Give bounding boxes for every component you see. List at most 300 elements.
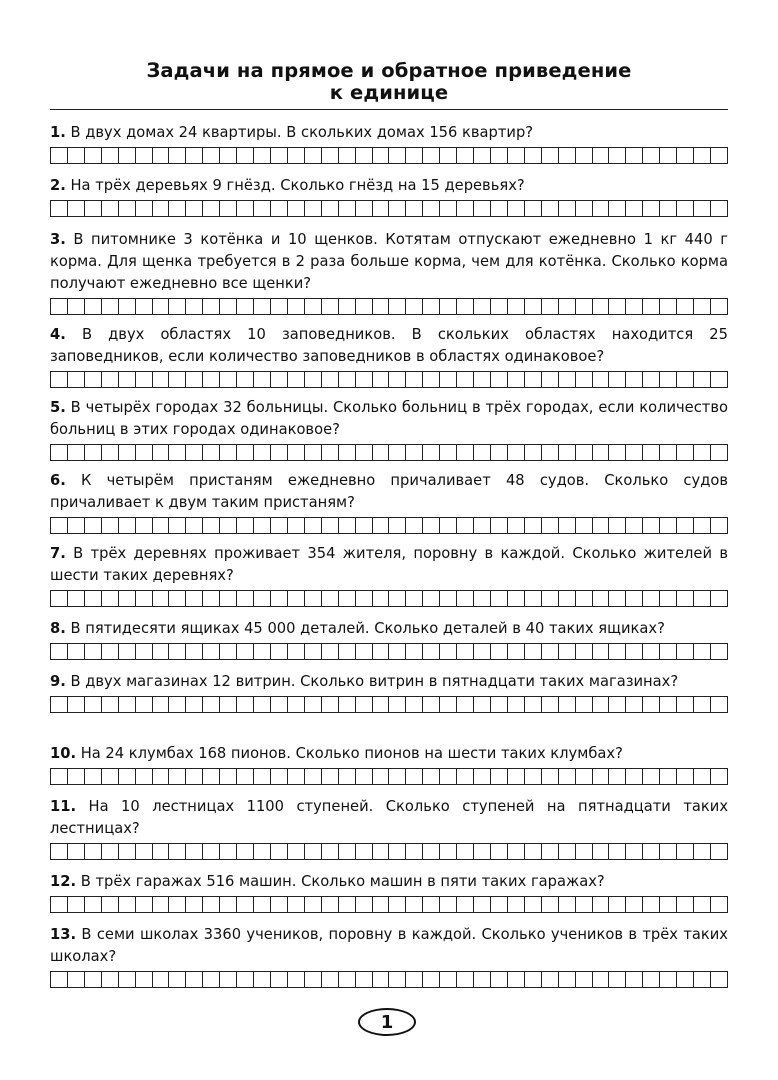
answer-cell[interactable]	[339, 148, 356, 163]
answer-cell[interactable]	[491, 844, 508, 859]
answer-cell[interactable]	[609, 897, 626, 912]
answer-cell[interactable]	[271, 644, 288, 659]
answer-cell[interactable]	[694, 644, 711, 659]
answer-cell[interactable]	[542, 972, 559, 987]
answer-cell[interactable]	[339, 644, 356, 659]
answer-cell[interactable]	[643, 148, 660, 163]
answer-cell[interactable]	[474, 972, 491, 987]
answer-cell[interactable]	[457, 518, 474, 533]
answer-cell[interactable]	[609, 201, 626, 216]
answer-cell[interactable]	[660, 148, 677, 163]
answer-cell[interactable]	[85, 299, 102, 314]
answer-cell[interactable]	[406, 299, 423, 314]
answer-cell[interactable]	[119, 372, 136, 387]
answer-cell[interactable]	[626, 518, 643, 533]
answer-cell[interactable]	[186, 972, 203, 987]
answer-cell[interactable]	[203, 897, 220, 912]
answer-cell[interactable]	[339, 897, 356, 912]
answer-cell[interactable]	[203, 591, 220, 606]
answer-cell[interactable]	[423, 972, 440, 987]
answer-cell[interactable]	[102, 299, 119, 314]
answer-cell[interactable]	[186, 897, 203, 912]
answer-grid[interactable]	[50, 971, 728, 988]
answer-cell[interactable]	[102, 148, 119, 163]
answer-cell[interactable]	[51, 769, 68, 784]
answer-cell[interactable]	[457, 769, 474, 784]
answer-cell[interactable]	[525, 844, 542, 859]
answer-cell[interactable]	[220, 201, 237, 216]
answer-cell[interactable]	[169, 299, 186, 314]
answer-cell[interactable]	[220, 844, 237, 859]
answer-cell[interactable]	[220, 299, 237, 314]
answer-cell[interactable]	[254, 591, 271, 606]
answer-cell[interactable]	[68, 201, 85, 216]
answer-cell[interactable]	[373, 897, 390, 912]
answer-cell[interactable]	[102, 518, 119, 533]
answer-cell[interactable]	[525, 372, 542, 387]
answer-cell[interactable]	[389, 644, 406, 659]
answer-cell[interactable]	[305, 445, 322, 460]
answer-cell[interactable]	[457, 897, 474, 912]
answer-cell[interactable]	[68, 445, 85, 460]
answer-cell[interactable]	[271, 372, 288, 387]
answer-cell[interactable]	[186, 518, 203, 533]
answer-cell[interactable]	[525, 769, 542, 784]
answer-cell[interactable]	[237, 445, 254, 460]
answer-cell[interactable]	[220, 445, 237, 460]
answer-cell[interactable]	[593, 591, 610, 606]
answer-cell[interactable]	[406, 972, 423, 987]
answer-cell[interactable]	[356, 148, 373, 163]
answer-cell[interactable]	[643, 644, 660, 659]
answer-cell[interactable]	[474, 897, 491, 912]
answer-cell[interactable]	[356, 844, 373, 859]
answer-cell[interactable]	[626, 644, 643, 659]
answer-cell[interactable]	[423, 372, 440, 387]
answer-cell[interactable]	[356, 769, 373, 784]
answer-cell[interactable]	[474, 591, 491, 606]
answer-cell[interactable]	[356, 591, 373, 606]
answer-cell[interactable]	[51, 591, 68, 606]
answer-cell[interactable]	[576, 445, 593, 460]
answer-cell[interactable]	[643, 591, 660, 606]
answer-cell[interactable]	[525, 644, 542, 659]
answer-cell[interactable]	[51, 148, 68, 163]
answer-cell[interactable]	[271, 972, 288, 987]
answer-cell[interactable]	[677, 844, 694, 859]
answer-cell[interactable]	[457, 591, 474, 606]
answer-cell[interactable]	[593, 445, 610, 460]
answer-grid[interactable]	[50, 517, 728, 534]
answer-cell[interactable]	[457, 201, 474, 216]
answer-cell[interactable]	[542, 769, 559, 784]
answer-cell[interactable]	[542, 148, 559, 163]
answer-cell[interactable]	[576, 372, 593, 387]
answer-cell[interactable]	[85, 972, 102, 987]
answer-cell[interactable]	[711, 697, 727, 712]
answer-cell[interactable]	[339, 445, 356, 460]
answer-cell[interactable]	[559, 148, 576, 163]
answer-cell[interactable]	[423, 518, 440, 533]
answer-cell[interactable]	[186, 844, 203, 859]
answer-cell[interactable]	[136, 644, 153, 659]
answer-cell[interactable]	[694, 299, 711, 314]
answer-cell[interactable]	[153, 769, 170, 784]
answer-cell[interactable]	[440, 769, 457, 784]
answer-cell[interactable]	[203, 972, 220, 987]
answer-cell[interactable]	[491, 445, 508, 460]
answer-cell[interactable]	[322, 299, 339, 314]
answer-cell[interactable]	[491, 972, 508, 987]
answer-cell[interactable]	[322, 897, 339, 912]
answer-cell[interactable]	[508, 897, 525, 912]
answer-cell[interactable]	[660, 372, 677, 387]
answer-cell[interactable]	[288, 591, 305, 606]
answer-cell[interactable]	[559, 591, 576, 606]
answer-cell[interactable]	[51, 518, 68, 533]
answer-cell[interactable]	[85, 372, 102, 387]
answer-cell[interactable]	[677, 372, 694, 387]
answer-cell[interactable]	[220, 697, 237, 712]
answer-cell[interactable]	[288, 644, 305, 659]
answer-cell[interactable]	[508, 591, 525, 606]
answer-cell[interactable]	[169, 372, 186, 387]
answer-cell[interactable]	[373, 445, 390, 460]
answer-cell[interactable]	[153, 897, 170, 912]
answer-cell[interactable]	[440, 897, 457, 912]
answer-cell[interactable]	[626, 769, 643, 784]
answer-cell[interactable]	[322, 591, 339, 606]
answer-cell[interactable]	[186, 372, 203, 387]
answer-cell[interactable]	[203, 644, 220, 659]
answer-cell[interactable]	[237, 201, 254, 216]
answer-cell[interactable]	[288, 372, 305, 387]
answer-cell[interactable]	[356, 372, 373, 387]
answer-grid[interactable]	[50, 147, 728, 164]
answer-cell[interactable]	[491, 299, 508, 314]
answer-cell[interactable]	[153, 201, 170, 216]
answer-grid[interactable]	[50, 371, 728, 388]
answer-cell[interactable]	[660, 299, 677, 314]
answer-cell[interactable]	[153, 644, 170, 659]
answer-cell[interactable]	[525, 299, 542, 314]
answer-cell[interactable]	[576, 518, 593, 533]
answer-cell[interactable]	[136, 372, 153, 387]
answer-cell[interactable]	[626, 972, 643, 987]
answer-cell[interactable]	[694, 445, 711, 460]
answer-cell[interactable]	[288, 972, 305, 987]
answer-cell[interactable]	[389, 518, 406, 533]
answer-cell[interactable]	[254, 972, 271, 987]
answer-cell[interactable]	[711, 844, 727, 859]
answer-cell[interactable]	[406, 201, 423, 216]
answer-cell[interactable]	[119, 644, 136, 659]
answer-cell[interactable]	[440, 148, 457, 163]
answer-cell[interactable]	[153, 299, 170, 314]
answer-cell[interactable]	[677, 697, 694, 712]
answer-cell[interactable]	[136, 591, 153, 606]
answer-cell[interactable]	[339, 518, 356, 533]
answer-cell[interactable]	[356, 972, 373, 987]
answer-cell[interactable]	[271, 201, 288, 216]
answer-cell[interactable]	[254, 372, 271, 387]
answer-cell[interactable]	[525, 972, 542, 987]
answer-cell[interactable]	[711, 445, 727, 460]
answer-cell[interactable]	[305, 201, 322, 216]
answer-cell[interactable]	[440, 372, 457, 387]
answer-cell[interactable]	[51, 201, 68, 216]
answer-cell[interactable]	[356, 299, 373, 314]
answer-cell[interactable]	[559, 201, 576, 216]
answer-cell[interactable]	[711, 372, 727, 387]
answer-cell[interactable]	[576, 299, 593, 314]
answer-cell[interactable]	[440, 591, 457, 606]
answer-cell[interactable]	[406, 518, 423, 533]
answer-cell[interactable]	[643, 518, 660, 533]
answer-cell[interactable]	[153, 591, 170, 606]
answer-cell[interactable]	[576, 897, 593, 912]
answer-cell[interactable]	[102, 697, 119, 712]
answer-cell[interactable]	[203, 299, 220, 314]
answer-cell[interactable]	[626, 372, 643, 387]
answer-cell[interactable]	[609, 844, 626, 859]
answer-cell[interactable]	[68, 299, 85, 314]
answer-cell[interactable]	[153, 972, 170, 987]
answer-cell[interactable]	[677, 591, 694, 606]
answer-cell[interactable]	[169, 644, 186, 659]
answer-cell[interactable]	[271, 445, 288, 460]
answer-cell[interactable]	[220, 148, 237, 163]
answer-cell[interactable]	[660, 897, 677, 912]
answer-cell[interactable]	[373, 769, 390, 784]
answer-cell[interactable]	[254, 518, 271, 533]
answer-cell[interactable]	[542, 201, 559, 216]
answer-cell[interactable]	[169, 445, 186, 460]
answer-cell[interactable]	[559, 897, 576, 912]
answer-cell[interactable]	[389, 972, 406, 987]
answer-cell[interactable]	[711, 769, 727, 784]
answer-cell[interactable]	[51, 372, 68, 387]
answer-cell[interactable]	[609, 644, 626, 659]
answer-cell[interactable]	[508, 299, 525, 314]
answer-grid[interactable]	[50, 590, 728, 607]
answer-cell[interactable]	[474, 518, 491, 533]
answer-cell[interactable]	[491, 769, 508, 784]
answer-cell[interactable]	[491, 697, 508, 712]
answer-cell[interactable]	[643, 697, 660, 712]
answer-cell[interactable]	[406, 844, 423, 859]
answer-grid[interactable]	[50, 643, 728, 660]
answer-cell[interactable]	[508, 697, 525, 712]
answer-cell[interactable]	[440, 644, 457, 659]
answer-cell[interactable]	[119, 299, 136, 314]
answer-cell[interactable]	[474, 445, 491, 460]
answer-cell[interactable]	[220, 591, 237, 606]
answer-cell[interactable]	[305, 897, 322, 912]
answer-cell[interactable]	[440, 201, 457, 216]
answer-cell[interactable]	[440, 844, 457, 859]
answer-cell[interactable]	[508, 844, 525, 859]
answer-cell[interactable]	[119, 591, 136, 606]
answer-cell[interactable]	[237, 644, 254, 659]
answer-cell[interactable]	[305, 697, 322, 712]
answer-cell[interactable]	[559, 299, 576, 314]
answer-cell[interactable]	[136, 844, 153, 859]
answer-cell[interactable]	[85, 844, 102, 859]
answer-cell[interactable]	[660, 844, 677, 859]
answer-cell[interactable]	[153, 844, 170, 859]
answer-cell[interactable]	[153, 697, 170, 712]
answer-cell[interactable]	[220, 518, 237, 533]
answer-cell[interactable]	[51, 697, 68, 712]
answer-cell[interactable]	[322, 372, 339, 387]
answer-cell[interactable]	[559, 972, 576, 987]
answer-cell[interactable]	[508, 445, 525, 460]
answer-cell[interactable]	[271, 591, 288, 606]
answer-cell[interactable]	[102, 644, 119, 659]
answer-cell[interactable]	[220, 372, 237, 387]
answer-cell[interactable]	[542, 697, 559, 712]
answer-cell[interactable]	[609, 972, 626, 987]
answer-cell[interactable]	[406, 148, 423, 163]
answer-cell[interactable]	[559, 697, 576, 712]
answer-cell[interactable]	[593, 697, 610, 712]
answer-cell[interactable]	[203, 697, 220, 712]
answer-cell[interactable]	[305, 148, 322, 163]
answer-cell[interactable]	[51, 844, 68, 859]
answer-cell[interactable]	[288, 518, 305, 533]
answer-cell[interactable]	[186, 591, 203, 606]
answer-cell[interactable]	[694, 844, 711, 859]
answer-cell[interactable]	[440, 299, 457, 314]
answer-cell[interactable]	[136, 299, 153, 314]
answer-cell[interactable]	[525, 897, 542, 912]
answer-cell[interactable]	[136, 148, 153, 163]
answer-grid[interactable]	[50, 444, 728, 461]
answer-cell[interactable]	[169, 518, 186, 533]
answer-cell[interactable]	[389, 591, 406, 606]
answer-cell[interactable]	[322, 518, 339, 533]
answer-cell[interactable]	[322, 644, 339, 659]
answer-cell[interactable]	[68, 972, 85, 987]
answer-cell[interactable]	[694, 972, 711, 987]
answer-cell[interactable]	[457, 299, 474, 314]
answer-cell[interactable]	[576, 844, 593, 859]
answer-cell[interactable]	[677, 148, 694, 163]
answer-cell[interactable]	[491, 372, 508, 387]
answer-cell[interactable]	[136, 697, 153, 712]
answer-cell[interactable]	[542, 844, 559, 859]
answer-cell[interactable]	[643, 445, 660, 460]
answer-cell[interactable]	[626, 697, 643, 712]
answer-cell[interactable]	[288, 697, 305, 712]
answer-cell[interactable]	[423, 844, 440, 859]
answer-cell[interactable]	[423, 591, 440, 606]
answer-cell[interactable]	[339, 372, 356, 387]
answer-cell[interactable]	[474, 644, 491, 659]
answer-cell[interactable]	[525, 445, 542, 460]
answer-cell[interactable]	[694, 372, 711, 387]
answer-cell[interactable]	[153, 372, 170, 387]
answer-cell[interactable]	[51, 897, 68, 912]
answer-cell[interactable]	[643, 844, 660, 859]
answer-cell[interactable]	[694, 201, 711, 216]
answer-cell[interactable]	[609, 591, 626, 606]
answer-cell[interactable]	[68, 844, 85, 859]
answer-cell[interactable]	[677, 201, 694, 216]
answer-cell[interactable]	[440, 518, 457, 533]
answer-cell[interactable]	[322, 972, 339, 987]
answer-cell[interactable]	[694, 518, 711, 533]
answer-cell[interactable]	[322, 148, 339, 163]
answer-cell[interactable]	[288, 299, 305, 314]
answer-cell[interactable]	[373, 844, 390, 859]
answer-cell[interactable]	[119, 972, 136, 987]
answer-cell[interactable]	[102, 201, 119, 216]
answer-cell[interactable]	[186, 697, 203, 712]
answer-cell[interactable]	[288, 445, 305, 460]
answer-cell[interactable]	[423, 769, 440, 784]
answer-cell[interactable]	[660, 644, 677, 659]
answer-cell[interactable]	[305, 769, 322, 784]
answer-cell[interactable]	[68, 644, 85, 659]
answer-cell[interactable]	[305, 299, 322, 314]
answer-cell[interactable]	[322, 769, 339, 784]
answer-cell[interactable]	[660, 518, 677, 533]
answer-cell[interactable]	[288, 844, 305, 859]
answer-cell[interactable]	[169, 972, 186, 987]
answer-cell[interactable]	[559, 518, 576, 533]
answer-cell[interactable]	[593, 769, 610, 784]
answer-cell[interactable]	[373, 201, 390, 216]
answer-cell[interactable]	[643, 897, 660, 912]
answer-cell[interactable]	[186, 644, 203, 659]
answer-cell[interactable]	[542, 372, 559, 387]
answer-cell[interactable]	[237, 148, 254, 163]
answer-cell[interactable]	[136, 769, 153, 784]
answer-cell[interactable]	[525, 201, 542, 216]
answer-cell[interactable]	[305, 372, 322, 387]
answer-cell[interactable]	[119, 445, 136, 460]
answer-cell[interactable]	[102, 844, 119, 859]
answer-cell[interactable]	[85, 769, 102, 784]
answer-cell[interactable]	[609, 445, 626, 460]
answer-cell[interactable]	[305, 518, 322, 533]
answer-cell[interactable]	[491, 518, 508, 533]
answer-cell[interactable]	[271, 844, 288, 859]
answer-cell[interactable]	[457, 972, 474, 987]
answer-cell[interactable]	[254, 201, 271, 216]
answer-cell[interactable]	[593, 644, 610, 659]
answer-cell[interactable]	[406, 897, 423, 912]
answer-cell[interactable]	[51, 445, 68, 460]
answer-cell[interactable]	[542, 591, 559, 606]
answer-cell[interactable]	[474, 697, 491, 712]
answer-cell[interactable]	[389, 769, 406, 784]
answer-cell[interactable]	[203, 372, 220, 387]
answer-cell[interactable]	[203, 201, 220, 216]
answer-cell[interactable]	[593, 299, 610, 314]
answer-cell[interactable]	[237, 518, 254, 533]
answer-cell[interactable]	[237, 591, 254, 606]
answer-cell[interactable]	[423, 644, 440, 659]
answer-cell[interactable]	[85, 148, 102, 163]
answer-cell[interactable]	[474, 372, 491, 387]
answer-cell[interactable]	[626, 591, 643, 606]
answer-cell[interactable]	[169, 201, 186, 216]
answer-cell[interactable]	[85, 644, 102, 659]
answer-cell[interactable]	[491, 148, 508, 163]
